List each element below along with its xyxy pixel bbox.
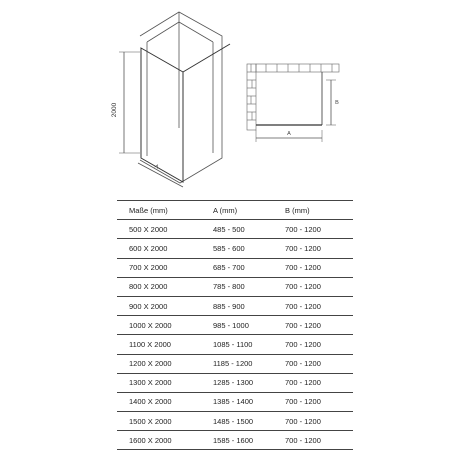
cell-a: 1285 - 1300 [201,373,273,392]
cell-size: 500 X 2000 [117,220,201,239]
cell-size: 1500 X 2000 [117,412,201,431]
brick-wall-top [256,64,339,72]
table-row [117,431,353,450]
cell-size: 700 X 2000 [117,258,201,277]
cell-a: 985 - 1000 [201,316,273,335]
cell-size: 1100 X 2000 [117,335,201,354]
cell-a: 1385 - 1400 [201,392,273,411]
table-body [117,220,353,450]
plan-depth-label: B [335,100,339,106]
back-wall-outline [140,12,222,183]
cell-b: 700 - 1200 [273,392,353,411]
cell-b: 700 - 1200 [273,316,353,335]
height-dimension-label: 2000 [111,102,118,118]
cell-size: 1300 X 2000 [117,373,201,392]
cell-a: 1085 - 1100 [201,335,273,354]
table-row [117,354,353,373]
table-row [117,335,353,354]
table-header-row [117,201,353,220]
cell-a: 785 - 800 [201,277,273,296]
cell-a: 585 - 600 [201,239,273,258]
cell-a: 885 - 900 [201,296,273,315]
table-row [117,220,353,239]
cell-b: 700 - 1200 [273,277,353,296]
plan-view [247,64,339,142]
cell-a: 1585 - 1600 [201,431,273,450]
plan-width-label: A [287,131,291,137]
cell-b: 700 - 1200 [273,335,353,354]
cell-b: 700 - 1200 [273,412,353,431]
table-row [117,412,353,431]
cell-size: 1200 X 2000 [117,354,201,373]
table-row [117,373,353,392]
table-row [117,277,353,296]
cell-size: 1600 X 2000 [117,431,201,450]
cell-size: 1000 X 2000 [117,316,201,335]
cell-size: 800 X 2000 [117,277,201,296]
cell-b: 700 - 1200 [273,296,353,315]
table-row [117,316,353,335]
table-row [117,392,353,411]
cell-b: 700 - 1200 [273,220,353,239]
width-dimension-label: A [153,163,160,171]
cell-a: 685 - 700 [201,258,273,277]
cell-a: 485 - 500 [201,220,273,239]
table-row [117,258,353,277]
header-a: A (mm) [201,201,273,220]
cell-b: 700 - 1200 [273,354,353,373]
width-dimension-line [138,163,183,187]
cell-size: 600 X 2000 [117,239,201,258]
cell-a: 1185 - 1200 [201,354,273,373]
cell-b: 700 - 1200 [273,258,353,277]
cell-b: 700 - 1200 [273,239,353,258]
cell-size: 1400 X 2000 [117,392,201,411]
cell-b: 700 - 1200 [273,373,353,392]
header-b: B (mm) [273,201,353,220]
table-row [117,239,353,258]
perspective-view [119,12,230,187]
brick-wall-left [247,64,256,130]
table-row [117,296,353,315]
cell-a: 1485 - 1500 [201,412,273,431]
stabiliser-bar [183,44,230,72]
cell-b: 700 - 1200 [273,431,353,450]
header-size: Maße (mm) [117,201,201,220]
cell-size: 900 X 2000 [117,296,201,315]
size-specification-table [117,200,353,450]
